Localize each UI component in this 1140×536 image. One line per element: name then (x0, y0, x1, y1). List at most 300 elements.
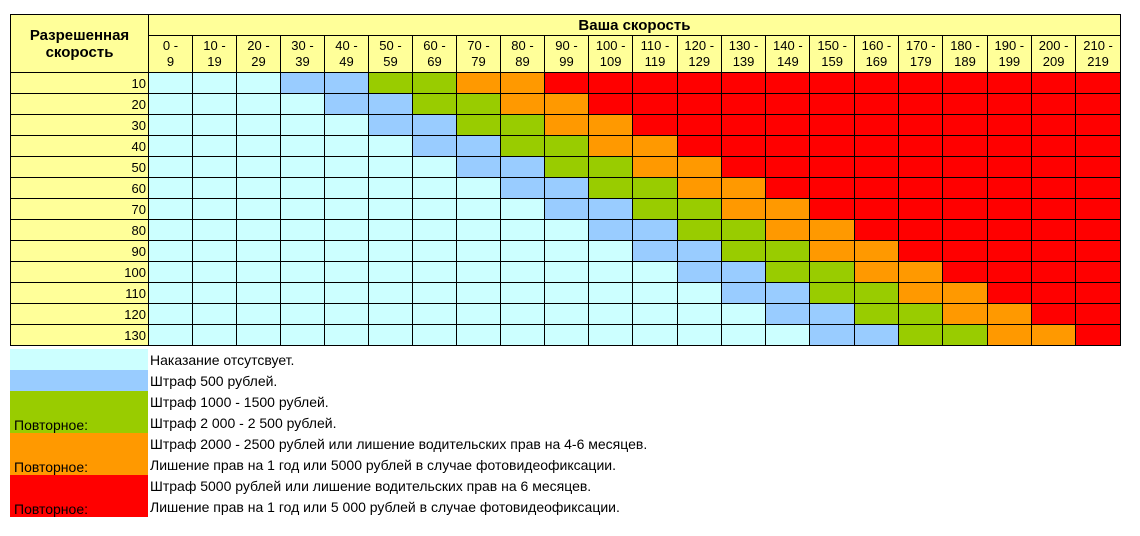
table-row (11, 136, 1121, 157)
penalty-cell (501, 325, 545, 346)
penalty-cell (633, 178, 677, 199)
penalty-cell (810, 115, 854, 136)
penalty-cell (501, 115, 545, 136)
penalty-cell (677, 262, 721, 283)
penalty-cell (369, 199, 413, 220)
penalty-cell (193, 73, 237, 94)
penalty-cell (987, 136, 1031, 157)
penalty-cell (325, 157, 369, 178)
penalty-cell (943, 73, 987, 94)
penalty-cell (1076, 115, 1121, 136)
legend-item (10, 349, 647, 370)
penalty-cell (1076, 304, 1121, 325)
penalty-cell (810, 304, 854, 325)
penalty-cell (369, 262, 413, 283)
speed-range-11: 110 - 119 (633, 36, 677, 73)
penalty-cell (369, 283, 413, 304)
allowed-speed-cell: 60 (11, 178, 149, 199)
legend-item (10, 391, 647, 412)
penalty-cell (943, 178, 987, 199)
penalty-cell (1076, 157, 1121, 178)
penalty-cell (149, 283, 193, 304)
penalty-cell (237, 73, 281, 94)
penalty-cell (369, 94, 413, 115)
penalty-cell (899, 94, 943, 115)
penalty-cell (943, 94, 987, 115)
penalty-cell (854, 262, 898, 283)
penalty-cell (545, 115, 589, 136)
penalty-cell (149, 241, 193, 262)
penalty-cell (457, 136, 501, 157)
penalty-cell (1031, 262, 1075, 283)
penalty-cell (193, 220, 237, 241)
penalty-cell (193, 115, 237, 136)
penalty-cell (721, 73, 765, 94)
penalty-cell (721, 262, 765, 283)
penalty-cell (766, 283, 810, 304)
penalty-cell (633, 94, 677, 115)
speed-range-1: 10 - 19 (193, 36, 237, 73)
penalty-cell (589, 115, 633, 136)
penalty-cell (325, 115, 369, 136)
penalty-cell (545, 136, 589, 157)
penalty-cell (721, 241, 765, 262)
table-row (11, 73, 1121, 94)
penalty-cell (854, 304, 898, 325)
penalty-cell (1031, 241, 1075, 262)
penalty-cell (810, 241, 854, 262)
penalty-cell (501, 304, 545, 325)
penalty-cell (987, 199, 1031, 220)
penalty-cell (149, 220, 193, 241)
speed-range-12: 120 - 129 (677, 36, 721, 73)
penalty-cell (721, 157, 765, 178)
penalty-cell (1031, 325, 1075, 346)
penalty-cell (633, 304, 677, 325)
penalty-cell (766, 304, 810, 325)
penalty-cell (589, 73, 633, 94)
penalty-cell (501, 262, 545, 283)
allowed-speed-cell: 20 (11, 94, 149, 115)
penalty-cell (413, 73, 457, 94)
penalty-cell (545, 199, 589, 220)
legend-text: Штраф 1000 - 1500 рублей. (150, 393, 329, 410)
penalty-cell (237, 157, 281, 178)
penalty-cell (899, 199, 943, 220)
legend-text: Штраф 2 000 - 2 500 рублей. (150, 414, 337, 431)
penalty-cell (899, 325, 943, 346)
penalty-cell (237, 283, 281, 304)
penalty-cell (193, 157, 237, 178)
penalty-cell (721, 94, 765, 115)
penalty-cell (457, 157, 501, 178)
speed-range-5: 50 - 59 (369, 36, 413, 73)
penalty-cell (810, 283, 854, 304)
speed-range-3: 30 - 39 (281, 36, 325, 73)
penalty-cell (987, 241, 1031, 262)
penalty-cell (589, 241, 633, 262)
speed-range-10: 100 - 109 (589, 36, 633, 73)
penalty-cell (810, 73, 854, 94)
penalty-cell (149, 262, 193, 283)
penalty-cell (1076, 73, 1121, 94)
legend-swatch (10, 349, 148, 370)
penalty-cell (1076, 199, 1121, 220)
penalty-cell (899, 115, 943, 136)
penalty-cell (457, 220, 501, 241)
penalty-cell (677, 325, 721, 346)
penalty-cell (589, 157, 633, 178)
penalty-cell (1031, 73, 1075, 94)
legend-text: Штраф 500 рублей. (150, 372, 278, 389)
penalty-cell (325, 304, 369, 325)
table-row (11, 325, 1121, 346)
penalty-cell (281, 115, 325, 136)
penalty-cell (1031, 304, 1075, 325)
penalty-cell (369, 178, 413, 199)
penalty-cell (677, 73, 721, 94)
penalty-cell (633, 115, 677, 136)
speed-range-8: 80 - 89 (501, 36, 545, 73)
penalty-cell (325, 94, 369, 115)
penalty-cell (589, 262, 633, 283)
penalty-cell (281, 157, 325, 178)
legend-item (10, 433, 647, 454)
penalty-cell (633, 262, 677, 283)
penalty-cell (457, 325, 501, 346)
penalty-cell (589, 283, 633, 304)
your-speed-header: Ваша скорость (149, 15, 1121, 36)
penalty-cell (766, 325, 810, 346)
penalty-cell (501, 157, 545, 178)
allowed-speed-cell: 50 (11, 157, 149, 178)
penalty-cell (721, 304, 765, 325)
penalty-cell (987, 220, 1031, 241)
penalty-cell (810, 325, 854, 346)
penalty-cell (589, 178, 633, 199)
penalty-cell (281, 325, 325, 346)
penalty-cell (987, 304, 1031, 325)
penalty-cell (854, 178, 898, 199)
penalty-cell (987, 262, 1031, 283)
penalty-cell (1076, 283, 1121, 304)
penalty-cell (1031, 199, 1075, 220)
penalty-cell (325, 178, 369, 199)
penalty-cell (545, 304, 589, 325)
penalty-cell (325, 262, 369, 283)
penalty-cell (766, 262, 810, 283)
penalty-cell (677, 178, 721, 199)
speed-fine-table-wrapper (10, 14, 1121, 346)
speed-range-13: 130 - 139 (721, 36, 765, 73)
legend-text: Лишение прав на 1 год или 5 000 рублей в случае фотовидеофиксации. (150, 498, 620, 515)
table-row (11, 283, 1121, 304)
legend-swatch: Повторное: (10, 496, 148, 517)
penalty-cell (413, 241, 457, 262)
penalty-cell (899, 73, 943, 94)
penalty-cell (149, 304, 193, 325)
table-row (11, 157, 1121, 178)
speed-fine-table (10, 14, 1121, 346)
penalty-cell (766, 178, 810, 199)
legend-swatch: Повторное: (10, 412, 148, 433)
penalty-cell (281, 136, 325, 157)
penalty-cell (987, 73, 1031, 94)
allowed-speed-cell: 70 (11, 199, 149, 220)
penalty-cell (149, 73, 193, 94)
penalty-cell (1031, 283, 1075, 304)
penalty-cell (899, 157, 943, 178)
penalty-cell (413, 220, 457, 241)
penalty-cell (457, 178, 501, 199)
penalty-cell (810, 157, 854, 178)
penalty-cell (237, 199, 281, 220)
penalty-cell (281, 220, 325, 241)
penalty-cell (810, 262, 854, 283)
penalty-cell (1031, 220, 1075, 241)
penalty-cell (854, 157, 898, 178)
speed-range-7: 70 - 79 (457, 36, 501, 73)
penalty-cell (633, 136, 677, 157)
penalty-cell (369, 220, 413, 241)
penalty-cell (721, 115, 765, 136)
penalty-cell (677, 220, 721, 241)
penalty-cell (589, 304, 633, 325)
penalty-cell (237, 241, 281, 262)
penalty-cell (149, 115, 193, 136)
penalty-cell (899, 136, 943, 157)
allowed-speed-cell: 10 (11, 73, 149, 94)
penalty-cell (677, 283, 721, 304)
penalty-cell (281, 241, 325, 262)
penalty-cell (721, 220, 765, 241)
table-row (11, 262, 1121, 283)
table-row (11, 199, 1121, 220)
penalty-cell (281, 283, 325, 304)
penalty-cell (237, 136, 281, 157)
speed-range-16: 160 - 169 (854, 36, 898, 73)
penalty-cell (501, 283, 545, 304)
penalty-cell (193, 94, 237, 115)
allowed-speed-cell: 100 (11, 262, 149, 283)
penalty-cell (457, 94, 501, 115)
header-row-top (11, 15, 1121, 36)
penalty-cell (854, 199, 898, 220)
penalty-cell (589, 136, 633, 157)
penalty-cell (369, 136, 413, 157)
allowed-speed-cell: 30 (11, 115, 149, 136)
speed-range-6: 60 - 69 (413, 36, 457, 73)
penalty-cell (633, 283, 677, 304)
penalty-cell (413, 283, 457, 304)
penalty-cell (281, 178, 325, 199)
penalty-cell (810, 178, 854, 199)
penalty-cell (545, 73, 589, 94)
penalty-cell (766, 94, 810, 115)
penalty-cell (149, 325, 193, 346)
penalty-cell (237, 325, 281, 346)
table-row (11, 220, 1121, 241)
penalty-cell (369, 304, 413, 325)
speed-range-18: 180 - 189 (943, 36, 987, 73)
penalty-cell (325, 241, 369, 262)
legend-swatch: Повторное: (10, 454, 148, 475)
penalty-cell (589, 325, 633, 346)
penalty-cell (633, 325, 677, 346)
speed-range-4: 40 - 49 (325, 36, 369, 73)
penalty-cell (943, 115, 987, 136)
penalty-cell (810, 199, 854, 220)
penalty-cell (281, 262, 325, 283)
speed-range-14: 140 - 149 (766, 36, 810, 73)
speed-range-19: 190 - 199 (987, 36, 1031, 73)
penalty-cell (943, 199, 987, 220)
allowed-speed-cell: 120 (11, 304, 149, 325)
penalty-cell (677, 157, 721, 178)
penalty-cell (1031, 136, 1075, 157)
penalty-cell (899, 283, 943, 304)
penalty-cell (677, 136, 721, 157)
legend (10, 349, 647, 517)
penalty-cell (237, 262, 281, 283)
legend-swatch (10, 433, 148, 454)
legend-item (10, 454, 647, 475)
penalty-cell (677, 304, 721, 325)
penalty-cell (854, 136, 898, 157)
penalty-cell (149, 136, 193, 157)
penalty-cell (237, 304, 281, 325)
penalty-cell (457, 283, 501, 304)
penalty-cell (413, 262, 457, 283)
table-row (11, 304, 1121, 325)
penalty-cell (987, 94, 1031, 115)
penalty-cell (413, 94, 457, 115)
penalty-cell (854, 220, 898, 241)
penalty-cell (766, 220, 810, 241)
penalty-cell (1031, 157, 1075, 178)
penalty-cell (943, 283, 987, 304)
penalty-cell (457, 115, 501, 136)
penalty-cell (589, 94, 633, 115)
legend-swatch (10, 391, 148, 412)
legend-text: Штраф 5000 рублей или лишение водительских прав на 6 месяцев. (150, 477, 592, 494)
penalty-cell (501, 199, 545, 220)
penalty-cell (193, 304, 237, 325)
penalty-cell (854, 283, 898, 304)
penalty-cell (501, 73, 545, 94)
penalty-cell (1076, 94, 1121, 115)
speed-range-2: 20 - 29 (237, 36, 281, 73)
penalty-cell (237, 115, 281, 136)
penalty-cell (413, 199, 457, 220)
penalty-cell (501, 241, 545, 262)
speed-range-row (11, 36, 1121, 73)
penalty-cell (766, 136, 810, 157)
penalty-cell (766, 115, 810, 136)
penalty-cell (237, 178, 281, 199)
penalty-cell (899, 220, 943, 241)
speed-range-20: 200 - 209 (1031, 36, 1075, 73)
penalty-cell (545, 283, 589, 304)
penalty-cell (810, 94, 854, 115)
penalty-cell (721, 199, 765, 220)
penalty-cell (457, 199, 501, 220)
penalty-cell (413, 157, 457, 178)
penalty-cell (325, 283, 369, 304)
penalty-cell (281, 73, 325, 94)
penalty-cell (1076, 241, 1121, 262)
penalty-cell (281, 199, 325, 220)
penalty-cell (193, 178, 237, 199)
penalty-cell (325, 199, 369, 220)
penalty-cell (501, 136, 545, 157)
table-row (11, 241, 1121, 262)
penalty-cell (369, 115, 413, 136)
penalty-cell (987, 115, 1031, 136)
penalty-cell (987, 178, 1031, 199)
penalty-cell (943, 325, 987, 346)
penalty-cell (1031, 94, 1075, 115)
speed-range-21: 210 - 219 (1076, 36, 1121, 73)
penalty-cell (899, 178, 943, 199)
penalty-cell (501, 94, 545, 115)
penalty-cell (766, 241, 810, 262)
penalty-cell (854, 115, 898, 136)
penalty-cell (766, 73, 810, 94)
penalty-cell (237, 220, 281, 241)
penalty-cell (987, 325, 1031, 346)
legend-swatch (10, 475, 148, 496)
penalty-cell (943, 136, 987, 157)
allowed-speed-cell: 90 (11, 241, 149, 262)
penalty-cell (943, 220, 987, 241)
penalty-cell (149, 199, 193, 220)
table-row (11, 178, 1121, 199)
penalty-cell (810, 136, 854, 157)
penalty-cell (413, 325, 457, 346)
speed-range-0: 0 - 9 (149, 36, 193, 73)
penalty-cell (943, 262, 987, 283)
penalty-cell (589, 220, 633, 241)
penalty-cell (1076, 136, 1121, 157)
penalty-cell (413, 178, 457, 199)
penalty-cell (633, 241, 677, 262)
penalty-cell (987, 157, 1031, 178)
penalty-cell (943, 241, 987, 262)
penalty-cell (281, 94, 325, 115)
legend-item (10, 412, 647, 433)
penalty-cell (633, 220, 677, 241)
allowed-speed-header: Разрешенная скорость (11, 15, 149, 73)
penalty-cell (545, 241, 589, 262)
penalty-cell (766, 199, 810, 220)
speed-range-15: 150 - 159 (810, 36, 854, 73)
penalty-cell (545, 178, 589, 199)
penalty-cell (721, 325, 765, 346)
penalty-cell (854, 73, 898, 94)
penalty-cell (854, 241, 898, 262)
penalty-cell (766, 157, 810, 178)
penalty-cell (149, 178, 193, 199)
legend-text: Штраф 2000 - 2500 рублей или лишение водительских прав на 4-6 месяцев. (150, 435, 648, 452)
penalty-cell (193, 262, 237, 283)
penalty-cell (325, 73, 369, 94)
penalty-cell (1031, 115, 1075, 136)
penalty-cell (545, 262, 589, 283)
penalty-cell (501, 220, 545, 241)
legend-item (10, 475, 647, 496)
penalty-cell (545, 325, 589, 346)
